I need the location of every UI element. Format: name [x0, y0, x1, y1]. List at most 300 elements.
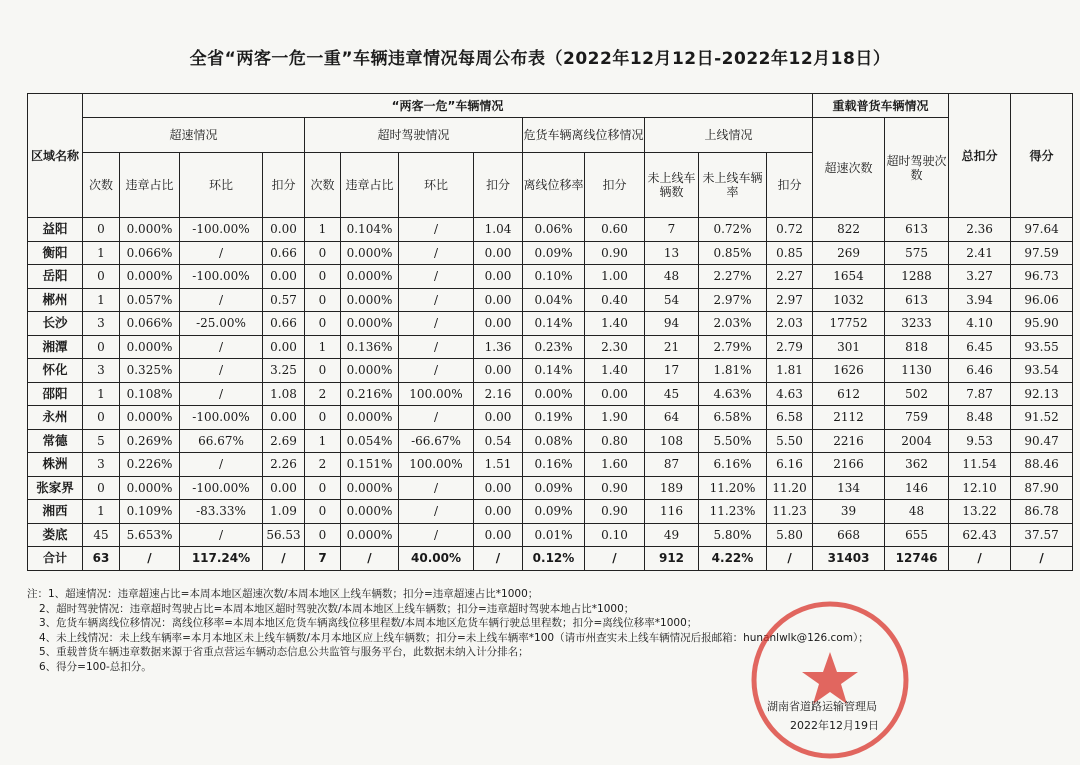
- table-cell: /: [399, 312, 474, 336]
- table-cell: 91.52: [1011, 406, 1073, 430]
- region-cell: 株洲: [28, 453, 83, 477]
- table-cell: 1.51: [474, 453, 523, 477]
- table-cell: 0.14%: [523, 312, 585, 336]
- table-cell: 5.80: [767, 523, 813, 547]
- table-cell: 2.97: [767, 288, 813, 312]
- header-speed-ratio: 违章占比: [120, 153, 180, 218]
- total-cell: 12746: [885, 547, 949, 571]
- table-cell: 0.000%: [341, 406, 399, 430]
- table-cell: 6.58: [767, 406, 813, 430]
- table-cell: 759: [885, 406, 949, 430]
- issue-date: 2022年12月19日: [790, 719, 879, 732]
- table-cell: 92.13: [1011, 382, 1073, 406]
- table-cell: 0.000%: [120, 406, 180, 430]
- table-cell: /: [180, 241, 263, 265]
- table-cell: 0.09%: [523, 500, 585, 524]
- table-cell: /: [180, 335, 263, 359]
- table-cell: /: [399, 523, 474, 547]
- table-cell: 0.85%: [699, 241, 767, 265]
- table-cell: 100.00%: [399, 453, 474, 477]
- table-cell: 0.00: [474, 241, 523, 265]
- table-cell: 0.000%: [341, 288, 399, 312]
- table-cell: 3.27: [949, 265, 1011, 289]
- table-cell: 613: [885, 218, 949, 242]
- table-cell: 0.19%: [523, 406, 585, 430]
- table-cell: 0.00: [474, 288, 523, 312]
- total-cell: /: [1011, 547, 1073, 571]
- table-cell: /: [399, 265, 474, 289]
- header-total-deduct: 总扣分: [949, 94, 1011, 218]
- header-region: 区域名称: [28, 94, 83, 218]
- table-row: [28, 265, 1073, 289]
- header-speed-hb: 环比: [180, 153, 263, 218]
- table-cell: 0.90: [585, 476, 645, 500]
- total-cell: /: [585, 547, 645, 571]
- note-line: 4、未上线情况：未上线车辆率=本月本地区未上线车辆数/本月本地区应上线车辆数；扣分=未上线车辆率*100（请市州查实未上线车辆情况后报邮箱：hunanlwlk@126.com）；: [39, 631, 869, 644]
- table-cell: 0: [83, 265, 120, 289]
- table-row: [28, 406, 1073, 430]
- table-cell: 0.00%: [523, 382, 585, 406]
- table-cell: 37.57: [1011, 523, 1073, 547]
- table-cell: 0.136%: [341, 335, 399, 359]
- table-cell: 0.000%: [341, 359, 399, 383]
- total-row: [28, 547, 1073, 571]
- table-cell: 39: [813, 500, 885, 524]
- table-cell: 0.23%: [523, 335, 585, 359]
- table-cell: 11.23: [767, 500, 813, 524]
- table-cell: 1: [83, 500, 120, 524]
- table-cell: 108: [645, 429, 699, 453]
- table-cell: 1.08: [263, 382, 305, 406]
- table-cell: 3.94: [949, 288, 1011, 312]
- table-cell: 48: [885, 500, 949, 524]
- table-cell: 7: [645, 218, 699, 242]
- note-line: 5、重载普货车辆违章数据来源于省重点营运车辆动态信息公共监管与服务平台，此数据未纳入计分排名；: [39, 646, 529, 658]
- table-cell: 6.45: [949, 335, 1011, 359]
- total-cell: 0.12%: [523, 547, 585, 571]
- table-cell: 0.00: [263, 476, 305, 500]
- table-cell: 1130: [885, 359, 949, 383]
- region-cell: 长沙: [28, 312, 83, 336]
- table-cell: 0.000%: [120, 265, 180, 289]
- table-row: [28, 453, 1073, 477]
- table-cell: 93.54: [1011, 359, 1073, 383]
- table-cell: -100.00%: [180, 476, 263, 500]
- table-cell: 0.151%: [341, 453, 399, 477]
- page-title: 全省“两客一危一重”车辆违章情况每周公布表（2022年12月12日-2022年12月18日）: [189, 49, 891, 69]
- table-cell: 9.53: [949, 429, 1011, 453]
- table-cell: 0.000%: [341, 241, 399, 265]
- table-cell: 96.06: [1011, 288, 1073, 312]
- table-cell: 0.08%: [523, 429, 585, 453]
- table-cell: 1: [83, 241, 120, 265]
- table-cell: 3: [83, 359, 120, 383]
- table-cell: 0.10%: [523, 265, 585, 289]
- table-cell: 2.30: [585, 335, 645, 359]
- table-cell: 11.20%: [699, 476, 767, 500]
- table-cell: 6.58%: [699, 406, 767, 430]
- table-cell: 1.09: [263, 500, 305, 524]
- region-cell: 郴州: [28, 288, 83, 312]
- table-cell: 4.63%: [699, 382, 767, 406]
- table-cell: 1.60: [585, 453, 645, 477]
- table-cell: 1.40: [585, 312, 645, 336]
- table-cell: 0.104%: [341, 218, 399, 242]
- table-cell: 0.66: [263, 241, 305, 265]
- table-cell: -100.00%: [180, 218, 263, 242]
- table-cell: /: [180, 523, 263, 547]
- table-cell: 90.47: [1011, 429, 1073, 453]
- table-cell: 0.00: [474, 406, 523, 430]
- table-cell: -100.00%: [180, 265, 263, 289]
- table-cell: 0: [83, 406, 120, 430]
- table-cell: 4.10: [949, 312, 1011, 336]
- table-cell: 0.72: [767, 218, 813, 242]
- table-cell: 54: [645, 288, 699, 312]
- table-cell: 0.80: [585, 429, 645, 453]
- table-cell: 655: [885, 523, 949, 547]
- table-row: [28, 335, 1073, 359]
- table-cell: 0.09%: [523, 241, 585, 265]
- header-not-online-count: 未上线车辆数: [645, 153, 699, 218]
- table-cell: 6.46: [949, 359, 1011, 383]
- table-cell: 1288: [885, 265, 949, 289]
- table-cell: 5.50: [767, 429, 813, 453]
- header-zz-fatigue: 超时驾驶次数: [885, 118, 949, 218]
- table-row: [28, 218, 1073, 242]
- table-cell: 0.16%: [523, 453, 585, 477]
- table-cell: 0.216%: [341, 382, 399, 406]
- table-cell: 4.63: [767, 382, 813, 406]
- table-cell: 1.90: [585, 406, 645, 430]
- table-cell: 362: [885, 453, 949, 477]
- table-cell: 1654: [813, 265, 885, 289]
- table-cell: 87.90: [1011, 476, 1073, 500]
- table-cell: 0.00: [263, 406, 305, 430]
- table-cell: 62.43: [949, 523, 1011, 547]
- region-cell: 娄底: [28, 523, 83, 547]
- table-cell: 818: [885, 335, 949, 359]
- table-cell: 96.73: [1011, 265, 1073, 289]
- table-cell: 95.90: [1011, 312, 1073, 336]
- table-cell: 2.26: [263, 453, 305, 477]
- note-line: 3、危货车辆离线位移情况：离线位移率=本周本地区危货车辆离线位移里程数/本周本地区危货车辆行驶总里程数；扣分=离线位移率*1000；: [39, 617, 698, 629]
- table-cell: 612: [813, 382, 885, 406]
- header-hazmat: 危货车辆离线位移情况: [523, 118, 645, 153]
- table-cell: /: [399, 288, 474, 312]
- table-cell: 0: [83, 218, 120, 242]
- table-cell: 0.00: [474, 312, 523, 336]
- table-cell: 64: [645, 406, 699, 430]
- table-cell: 3.25: [263, 359, 305, 383]
- region-cell: 湘西: [28, 500, 83, 524]
- table-cell: /: [399, 359, 474, 383]
- table-cell: 3: [83, 453, 120, 477]
- table-cell: 1.00: [585, 265, 645, 289]
- region-cell: 衡阳: [28, 241, 83, 265]
- table-cell: 2216: [813, 429, 885, 453]
- table-cell: 189: [645, 476, 699, 500]
- table-cell: 2.41: [949, 241, 1011, 265]
- header-speed-count: 次数: [83, 153, 120, 218]
- table-cell: 668: [813, 523, 885, 547]
- header-online-deduct: 扣分: [767, 153, 813, 218]
- region-cell: 湘潭: [28, 335, 83, 359]
- table-cell: 1: [83, 288, 120, 312]
- table-cell: /: [399, 500, 474, 524]
- table-cell: 0.60: [585, 218, 645, 242]
- table-cell: 269: [813, 241, 885, 265]
- table-cell: /: [399, 476, 474, 500]
- region-cell: 怀化: [28, 359, 83, 383]
- table-cell: -66.67%: [399, 429, 474, 453]
- table-cell: 0.00: [585, 382, 645, 406]
- total-cell: 4.22%: [699, 547, 767, 571]
- table-cell: 0.325%: [120, 359, 180, 383]
- table-cell: 88.46: [1011, 453, 1073, 477]
- header-speeding: 超速情况: [83, 118, 305, 153]
- table-cell: 49: [645, 523, 699, 547]
- table-cell: 97.64: [1011, 218, 1073, 242]
- table-cell: 0.000%: [341, 523, 399, 547]
- header-hazmat-deduct: 扣分: [585, 153, 645, 218]
- table-cell: 0.85: [767, 241, 813, 265]
- table-cell: 1.04: [474, 218, 523, 242]
- table-cell: 97.59: [1011, 241, 1073, 265]
- header-fatigue-count: 次数: [305, 153, 341, 218]
- table-cell: 2.03: [767, 312, 813, 336]
- table-cell: 116: [645, 500, 699, 524]
- table-cell: 575: [885, 241, 949, 265]
- table-cell: 11.54: [949, 453, 1011, 477]
- table-cell: 0.72%: [699, 218, 767, 242]
- note-line: 2、超时驾驶情况：违章超时驾驶占比=本周本地区超时驾驶次数/本周本地区上线车辆数；扣分=违章超时驾驶本地占比*1000；: [39, 602, 635, 615]
- table-cell: 2.36: [949, 218, 1011, 242]
- table-row: [28, 359, 1073, 383]
- table-cell: 0.10: [585, 523, 645, 547]
- table-cell: 0.000%: [341, 265, 399, 289]
- total-cell: 31403: [813, 547, 885, 571]
- table-cell: 87: [645, 453, 699, 477]
- table-cell: 7.87: [949, 382, 1011, 406]
- table-row: [28, 312, 1073, 336]
- header-group-lkyw: “两客一危”车辆情况: [83, 94, 813, 118]
- table-cell: 11.23%: [699, 500, 767, 524]
- table-cell: 0: [83, 335, 120, 359]
- header-score: 得分: [1011, 94, 1073, 218]
- total-cell: 7: [305, 547, 341, 571]
- table-cell: /: [399, 241, 474, 265]
- table-cell: 93.55: [1011, 335, 1073, 359]
- table-cell: 0.66: [263, 312, 305, 336]
- table-cell: 1626: [813, 359, 885, 383]
- table-cell: 1: [305, 429, 341, 453]
- note-line: 6、得分=100-总扣分。: [39, 660, 152, 673]
- table-cell: 5: [83, 429, 120, 453]
- region-cell: 常德: [28, 429, 83, 453]
- table-cell: 0.054%: [341, 429, 399, 453]
- table-cell: 2.97%: [699, 288, 767, 312]
- table-cell: 502: [885, 382, 949, 406]
- table-cell: 2004: [885, 429, 949, 453]
- table-cell: 2.16: [474, 382, 523, 406]
- table-cell: 2112: [813, 406, 885, 430]
- table-cell: 0.000%: [341, 476, 399, 500]
- table-cell: 0.066%: [120, 241, 180, 265]
- table-cell: 0.226%: [120, 453, 180, 477]
- table-cell: 0.04%: [523, 288, 585, 312]
- table-cell: 0.066%: [120, 312, 180, 336]
- total-cell: /: [341, 547, 399, 571]
- total-cell: 912: [645, 547, 699, 571]
- total-cell: /: [474, 547, 523, 571]
- table-cell: 1032: [813, 288, 885, 312]
- table-cell: 45: [83, 523, 120, 547]
- table-cell: /: [399, 218, 474, 242]
- header-fatigue: 超时驾驶情况: [305, 118, 523, 153]
- region-cell: 益阳: [28, 218, 83, 242]
- table-cell: 1.36: [474, 335, 523, 359]
- table-cell: 3233: [885, 312, 949, 336]
- table-cell: 0.09%: [523, 476, 585, 500]
- total-label: 合计: [28, 547, 83, 571]
- table-cell: 0: [305, 312, 341, 336]
- table-cell: 0.00: [263, 335, 305, 359]
- table-cell: 0.54: [474, 429, 523, 453]
- table-cell: 1.81: [767, 359, 813, 383]
- table-cell: 0.40: [585, 288, 645, 312]
- table-cell: 0.000%: [341, 312, 399, 336]
- table-row: [28, 476, 1073, 500]
- table-cell: 0: [305, 500, 341, 524]
- table-cell: 2.69: [263, 429, 305, 453]
- header-fatigue-deduct: 扣分: [474, 153, 523, 218]
- table-cell: 0.000%: [120, 476, 180, 500]
- table-cell: 0.00: [263, 218, 305, 242]
- table-cell: 21: [645, 335, 699, 359]
- table-cell: /: [399, 335, 474, 359]
- table-cell: 0.90: [585, 500, 645, 524]
- table-row: [28, 288, 1073, 312]
- table-cell: 0: [305, 523, 341, 547]
- table-cell: /: [180, 453, 263, 477]
- header-online: 上线情况: [645, 118, 813, 153]
- table-cell: 0: [305, 476, 341, 500]
- total-cell: 63: [83, 547, 120, 571]
- table-cell: 2: [305, 382, 341, 406]
- table-cell: 5.50%: [699, 429, 767, 453]
- table-cell: 822: [813, 218, 885, 242]
- table-cell: 301: [813, 335, 885, 359]
- table-cell: 5.653%: [120, 523, 180, 547]
- total-cell: /: [120, 547, 180, 571]
- region-cell: 张家界: [28, 476, 83, 500]
- table-cell: 0.000%: [120, 218, 180, 242]
- table-cell: 0.00: [474, 476, 523, 500]
- table-cell: 0: [305, 241, 341, 265]
- region-cell: 邵阳: [28, 382, 83, 406]
- table-cell: 2.27: [767, 265, 813, 289]
- table-cell: /: [180, 359, 263, 383]
- table-cell: /: [180, 288, 263, 312]
- total-cell: /: [949, 547, 1011, 571]
- table-cell: 66.67%: [180, 429, 263, 453]
- table-cell: 6.16%: [699, 453, 767, 477]
- table-cell: 17: [645, 359, 699, 383]
- table-cell: 0.269%: [120, 429, 180, 453]
- table-cell: 0.000%: [120, 335, 180, 359]
- table-cell: 1: [83, 382, 120, 406]
- table-cell: 0.00: [474, 359, 523, 383]
- table-cell: 0.00: [474, 265, 523, 289]
- total-cell: 117.24%: [180, 547, 263, 571]
- table-cell: 8.48: [949, 406, 1011, 430]
- table-cell: 0.57: [263, 288, 305, 312]
- issuer: 湖南省道路运输管理局: [767, 700, 877, 713]
- table-cell: 0.01%: [523, 523, 585, 547]
- table-cell: 17752: [813, 312, 885, 336]
- table-cell: 0.109%: [120, 500, 180, 524]
- table-cell: 3: [83, 312, 120, 336]
- table-cell: 11.20: [767, 476, 813, 500]
- table-cell: 45: [645, 382, 699, 406]
- table-cell: 1: [305, 335, 341, 359]
- header-fatigue-ratio: 违章占比: [341, 153, 399, 218]
- table-cell: 0.000%: [341, 500, 399, 524]
- table-cell: 2.03%: [699, 312, 767, 336]
- table-cell: 1.81%: [699, 359, 767, 383]
- total-cell: 40.00%: [399, 547, 474, 571]
- table-cell: 0.06%: [523, 218, 585, 242]
- table-cell: 0: [305, 406, 341, 430]
- table-cell: 613: [885, 288, 949, 312]
- table-cell: 0: [305, 359, 341, 383]
- header-group-zz: 重载普货车辆情况: [813, 94, 949, 118]
- table-cell: 146: [885, 476, 949, 500]
- note-line: 注：1、超速情况：违章超速占比=本周本地区超速次数/本周本地区上线车辆数；扣分=违章超速占比*1000；: [27, 588, 539, 600]
- table-cell: 0.00: [474, 523, 523, 547]
- table-cell: 94: [645, 312, 699, 336]
- header-speed-deduct: 扣分: [263, 153, 305, 218]
- table-cell: 1.40: [585, 359, 645, 383]
- table-cell: -25.00%: [180, 312, 263, 336]
- table-cell: 48: [645, 265, 699, 289]
- table-cell: 0.14%: [523, 359, 585, 383]
- table-cell: -100.00%: [180, 406, 263, 430]
- table-cell: 0: [83, 476, 120, 500]
- table-cell: -83.33%: [180, 500, 263, 524]
- table-cell: 2.79: [767, 335, 813, 359]
- table-cell: 6.16: [767, 453, 813, 477]
- table-cell: 13: [645, 241, 699, 265]
- table-cell: 0: [305, 265, 341, 289]
- table-cell: 2.79%: [699, 335, 767, 359]
- table-cell: /: [180, 382, 263, 406]
- table-cell: 0: [305, 288, 341, 312]
- table-cell: 2166: [813, 453, 885, 477]
- table-cell: 12.10: [949, 476, 1011, 500]
- table-cell: 56.53: [263, 523, 305, 547]
- table-cell: 100.00%: [399, 382, 474, 406]
- table-cell: 0.00: [263, 265, 305, 289]
- table-cell: 5.80%: [699, 523, 767, 547]
- total-cell: /: [263, 547, 305, 571]
- table-row: [28, 500, 1073, 524]
- table-cell: 0.00: [474, 500, 523, 524]
- table-cell: 0.108%: [120, 382, 180, 406]
- header-not-online-rate: 未上线车辆率: [699, 153, 767, 218]
- header-zz-speed: 超速次数: [813, 118, 885, 218]
